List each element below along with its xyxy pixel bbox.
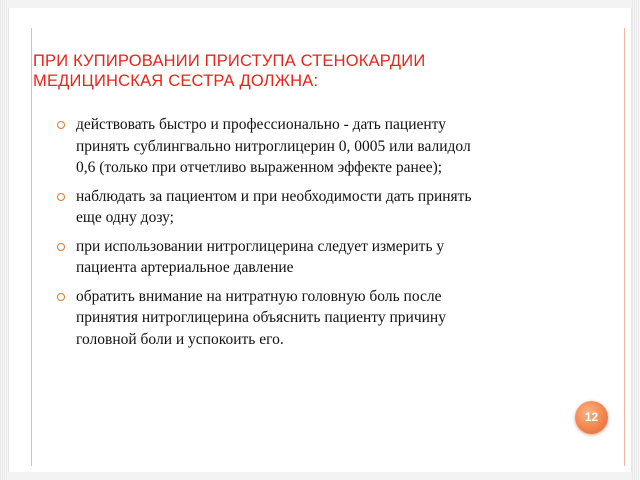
slide-title-line-2: МЕДИЦИНСКАЯ СЕСТРА ДОЛЖНА:	[33, 72, 319, 90]
right-border-stripe	[632, 0, 640, 480]
bullet-list	[56, 114, 526, 357]
bullet-icon	[57, 193, 65, 201]
bullet-item	[56, 286, 526, 351]
page-number-badge: 12	[575, 401, 608, 434]
bullet-item	[56, 114, 526, 179]
bullet-text-line: головной боли и успокоить его.	[76, 330, 284, 348]
bullet-text-line: при использовании нитроглицерина следует измерить у	[76, 237, 445, 255]
bullet-icon	[57, 293, 65, 301]
bullet-item	[56, 186, 526, 229]
bullet-text-line: еще одну дозу;	[76, 209, 174, 226]
left-border-stripe	[0, 0, 8, 480]
bullet-text-line: наблюдать за пациентом и при необходимости дать принять	[76, 187, 472, 205]
bullet-icon	[57, 121, 65, 129]
bullet-text-line: 0,6 (только при отчетливо выраженном эффекте ранее);	[76, 159, 443, 176]
bullet-text-line: действовать быстро и профессионально - дать пациенту	[76, 116, 446, 133]
bullet-text-line: пациента артериальное давление	[76, 259, 294, 276]
slide-title	[33, 51, 593, 91]
bullet-item	[56, 236, 526, 279]
slide-title-line-1: ПРИ КУПИРОВАНИИ ПРИСТУПА СТЕНОКАРДИИ	[33, 52, 426, 70]
bullet-text-line: принять сублингвально нитроглицерин 0, 0005 или валидол	[76, 137, 471, 155]
bullet-icon	[57, 243, 65, 251]
bullet-text-line: принятия нитроглицерина объяснить пациенту причину	[76, 309, 446, 326]
bullet-text-line: обратить внимание на нитратную головную боль после	[76, 287, 442, 305]
